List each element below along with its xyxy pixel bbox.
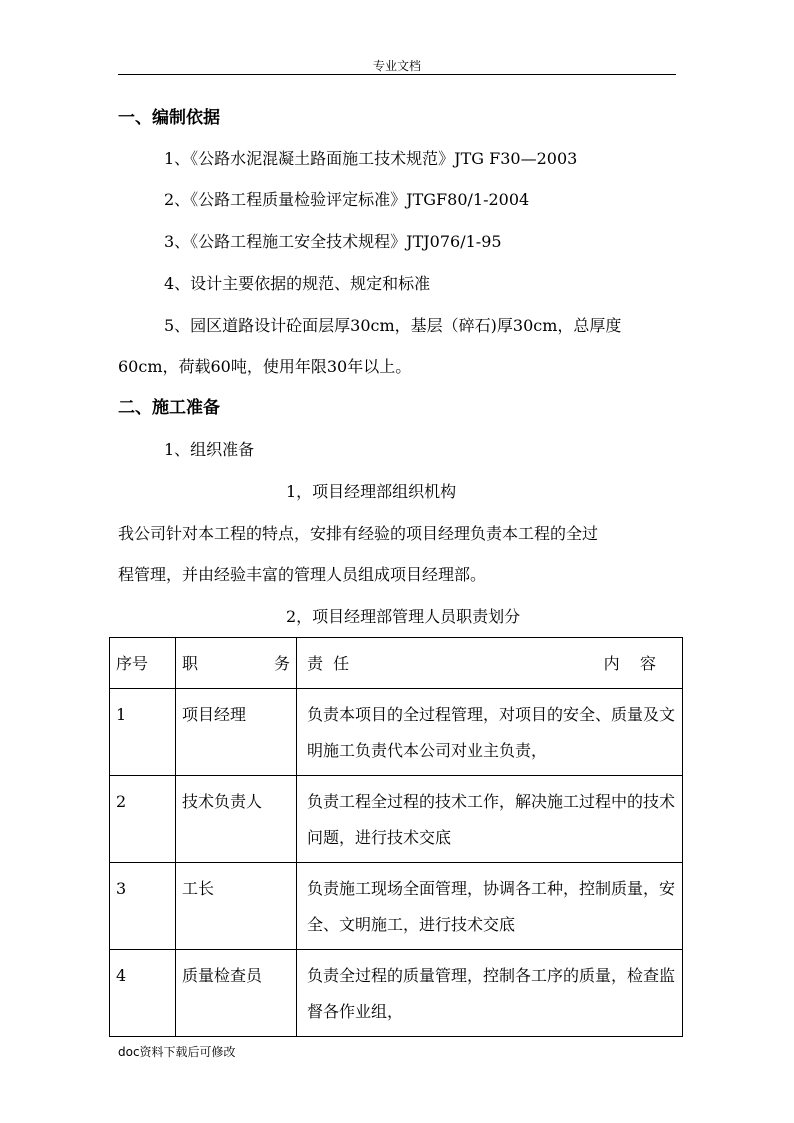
org-paragraph-line2: 程管理，并由经验丰富的管理人员组成项目经理部。 <box>118 565 487 584</box>
row-role: 工长 <box>176 863 297 950</box>
row-no: 4 <box>110 950 176 1037</box>
basis-item-2: 2、《公路工程质量检验评定标准》JTGF80/1-2004 <box>164 190 530 209</box>
basis-item-3: 3、《公路工程施工安全技术规程》JTJ076/1-95 <box>164 232 502 251</box>
duties-table-title: 2，项目经理部管理人员职责划分 <box>286 607 521 626</box>
org-paragraph-line1: 我公司针对本工程的特点，安排有经验的项目经理负责本工程的全过 <box>118 524 599 543</box>
row-no: 1 <box>110 689 176 776</box>
page-header: 专业文档 <box>372 59 421 73</box>
row-no: 2 <box>110 776 176 863</box>
header-role-part2: 务 <box>273 654 290 673</box>
header-duty-part2: 内 容 <box>603 654 656 673</box>
section1-heading: 一、编制依据 <box>118 108 220 128</box>
org-structure-title: 1，项目经理部组织机构 <box>286 482 457 501</box>
table-row <box>110 950 683 1037</box>
duties-table <box>109 637 683 1037</box>
header-cell-no: 序号 <box>110 638 176 689</box>
table-row <box>110 863 683 950</box>
row-role: 项目经理 <box>176 689 297 776</box>
header-role-part1: 职 <box>182 654 199 673</box>
header-divider <box>118 74 676 75</box>
table-row <box>110 776 683 863</box>
basis-item-5-continued: 60cm，荷载60吨，使用年限30年以上。 <box>118 357 412 376</box>
row-duty: 负责工程全过程的技术工作，解决施工过程中的技术问题，进行技术交底 <box>297 776 683 863</box>
row-duty: 负责施工现场全面管理，协调各工种，控制质量，安全、文明施工，进行技术交底 <box>297 863 683 950</box>
section2-heading: 二、施工准备 <box>118 398 220 418</box>
table-header-row <box>110 638 683 689</box>
row-duty: 负责本项目的全过程管理，对项目的安全、质量及文明施工负责代本公司对业主负责， <box>297 689 683 776</box>
row-no: 3 <box>110 863 176 950</box>
table-row <box>110 689 683 776</box>
header-duty-part1: 责 任 <box>307 654 350 673</box>
row-role: 技术负责人 <box>176 776 297 863</box>
header-cell-duty <box>297 638 683 689</box>
row-role: 质量检查员 <box>176 950 297 1037</box>
basis-item-1: 1、《公路水泥混凝土路面施工技术规范》JTG F30—2003 <box>164 149 578 168</box>
row-duty: 负责全过程的质量管理，控制各工序的质量，检查监督各作业组， <box>297 950 683 1037</box>
basis-item-5: 5、园区道路设计砼面层厚30cm，基层（碎石)厚30cm，总厚度 <box>164 316 622 335</box>
basis-item-4: 4、设计主要依据的规范、规定和标准 <box>164 274 431 293</box>
subsection-org-prep: 1、组织准备 <box>164 440 255 459</box>
footer-note: doc资料下载后可修改 <box>118 1045 236 1059</box>
header-cell-role <box>176 638 297 689</box>
